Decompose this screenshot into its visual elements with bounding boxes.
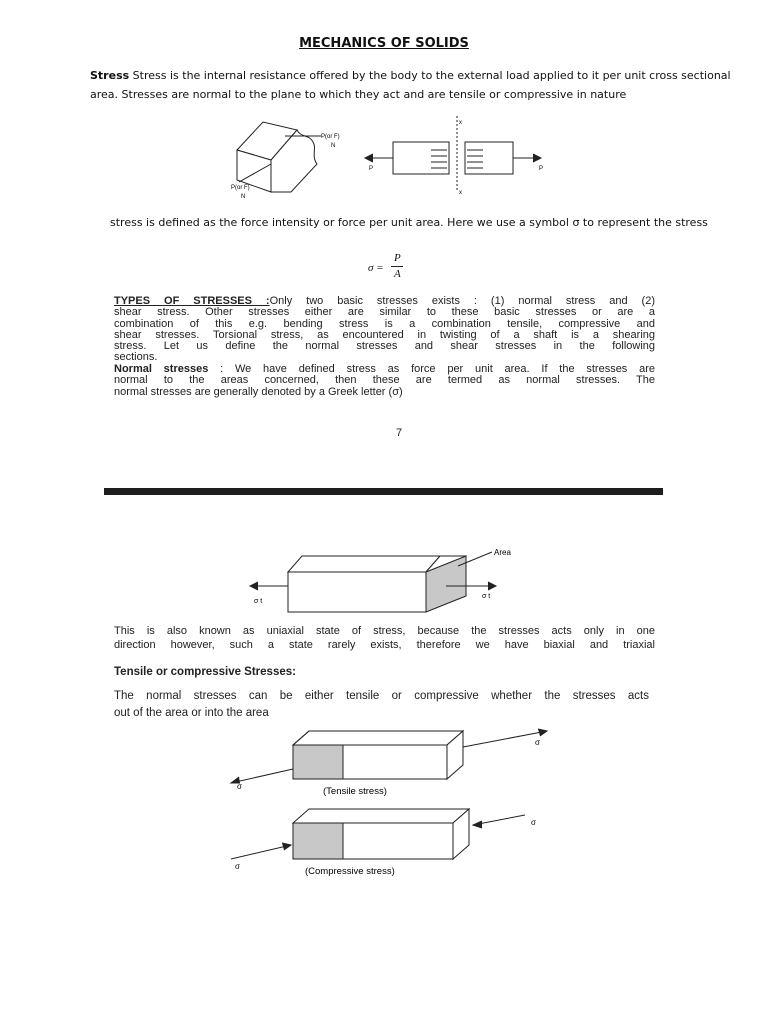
tensile-area-face xyxy=(293,745,343,779)
bar-front-face xyxy=(288,572,426,612)
tensile-stress-figure xyxy=(225,725,555,800)
normal-line-3: normal stresses are generally denoted by a Greek letter (σ) xyxy=(114,385,403,398)
compressive-stress-figure xyxy=(225,805,555,880)
equation-lhs: σ = xyxy=(368,262,384,274)
uniaxial-line-2: direction however, such a state rarely exists, therefore we have biaxial and triaxial xyxy=(114,639,655,651)
bar-right-part xyxy=(465,142,513,174)
tensile-sigma-left: σ xyxy=(237,782,242,791)
normal-heading: Normal stresses xyxy=(114,363,209,375)
page-divider xyxy=(104,488,663,495)
tensile-caption: (Tensile stress) xyxy=(323,786,387,797)
compressive-area-face xyxy=(293,823,343,859)
tensile-paragraph xyxy=(114,688,655,722)
types-of-stresses-paragraph xyxy=(114,296,655,364)
equation-denominator: A xyxy=(394,268,401,280)
types-line-3: combination of this e.g. bending stress is a combination tensile, compressive and xyxy=(114,317,655,330)
sigma-left-label: σ t xyxy=(254,598,263,605)
tensile-heading: Tensile or compressive Stresses: xyxy=(114,666,296,678)
tensile-left-arrow xyxy=(231,769,293,783)
p-label-left: P xyxy=(369,166,374,172)
n-label-bottom: N xyxy=(241,194,246,200)
bar-left-part xyxy=(393,142,449,174)
compressive-sigma-left: σ xyxy=(235,862,240,871)
tensile-sigma-right: σ xyxy=(535,738,540,747)
x-label-top: x xyxy=(459,120,462,126)
p-label-right: P xyxy=(539,166,544,172)
uniaxial-paragraph xyxy=(114,624,655,652)
normal-stress-bar-figure xyxy=(240,540,530,620)
sigma-right-label: σ t xyxy=(482,593,491,600)
intro-line-1: Stress is the internal resistance offered by the body to the external load applied to it per unit cross sectional xyxy=(129,69,731,82)
compressive-sigma-right: σ xyxy=(531,818,536,827)
tensile-line-1: The normal stresses can be either tensile or compressive whether the stresses acts xyxy=(114,690,649,702)
types-line-6: sections. xyxy=(114,351,158,364)
normal-line-1: : We have defined stress as force per unit area. If the stresses are xyxy=(208,363,655,375)
uniaxial-line-1: This is also known as uniaxial state of stress, because the stresses acts only in one xyxy=(114,625,655,637)
page-title: MECHANICS OF SOLIDS xyxy=(299,36,469,51)
normal-stresses-paragraph xyxy=(114,364,655,398)
types-line-2: shear stress. Other stresses either are similar to these basic stresses or are a xyxy=(114,306,655,319)
types-line-4: shear stresses. Torsional stress, as encountered in twisting of a shaft is a shearing xyxy=(114,328,655,341)
types-heading: TYPES OF STRESSES : xyxy=(114,295,270,307)
tensile-line-2: out of the area or into the area xyxy=(114,707,269,719)
n-label-top: N xyxy=(331,143,336,149)
load-label-bottom: P(or F) xyxy=(231,185,250,191)
load-label: P(or F) xyxy=(321,134,340,140)
equation-fraction-bar xyxy=(391,266,403,267)
stress-term: Stress xyxy=(90,69,130,82)
stress-block-figure xyxy=(225,112,565,207)
types-line-5: stress. Let us define the normal stresses and shear stresses in the following xyxy=(114,340,655,353)
x-label-bottom: x xyxy=(459,190,462,196)
intro-line-2: area. Stresses are normal to the plane to which they act and are tensile or compressive in nature xyxy=(90,88,627,101)
compressive-left-arrow xyxy=(231,845,291,859)
area-label: Area xyxy=(494,548,511,557)
stress-definition: stress is defined as the force intensity or force per unit area. Here we use a symbol σ to represent the stress xyxy=(110,216,708,229)
equation-numerator: P xyxy=(394,252,401,264)
page-number: 7 xyxy=(396,427,403,439)
types-line-1: Only two basic stresses exists : (1) normal stress and (2) xyxy=(269,295,655,307)
normal-line-2: normal to the areas concerned, then these are termed as normal stresses. The xyxy=(114,374,655,387)
compressive-caption: (Compressive stress) xyxy=(305,866,395,877)
intro-paragraph xyxy=(90,66,731,104)
